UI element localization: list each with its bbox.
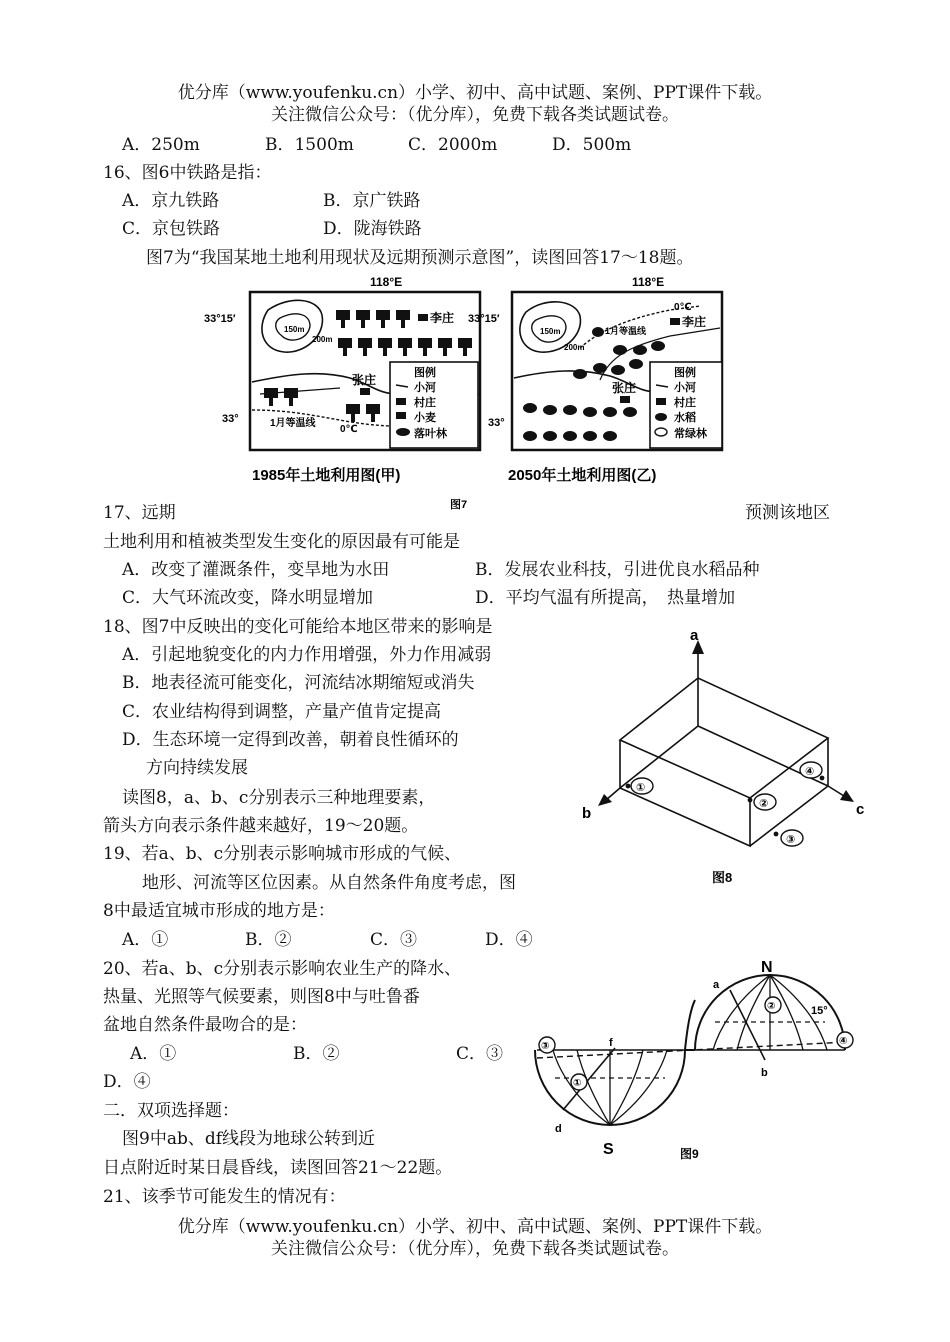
fig7-left-contour-label: 200m	[312, 335, 333, 344]
fig7-left-caption: 1985年土地利用图(甲)	[252, 467, 401, 484]
fig7-left-legend-wheat-symbol	[396, 412, 406, 419]
fig8-point-4-dot	[820, 776, 825, 781]
q16-stem: 16、图6中铁路是指：	[103, 163, 272, 183]
fig9-terminator-df	[563, 1048, 615, 1110]
q18-option-c: C．农业结构得到调整，产量产值肯定提高	[122, 702, 442, 722]
fig7-right-village-lizhuang	[670, 318, 680, 325]
fig8-axis-a-label: a	[690, 628, 699, 644]
fig9-connect-curve	[685, 1000, 695, 1050]
fig7-left-village-zhangzhuang	[360, 388, 370, 395]
q20-option-d: D．④	[103, 1072, 151, 1092]
fig8-intro-2: 箭头方向表示条件越来越好，19～20题。	[103, 816, 419, 836]
fig9-label: 图9	[680, 1147, 699, 1161]
q16-option-b: B．京广铁路	[323, 191, 421, 211]
fig7-left-legend-village-symbol	[396, 398, 406, 405]
fig8-point-3-dot	[774, 832, 779, 837]
fig7-left-lat-bottom: 33°	[222, 413, 239, 425]
fig7-right-legend-rice: 水稻	[674, 412, 696, 424]
fig7-right-isotherm-label: 1月等温线	[605, 326, 647, 336]
fig7-left-lat-top: 33°15′	[204, 313, 236, 325]
fig8-axis-c-arrow	[840, 790, 854, 802]
footer-line-1: 优分库（www.youfenku.cn）小学、初中、高中试题、案例、PPT课件下载。	[177, 1217, 773, 1237]
fig8-point-1-dot	[626, 784, 631, 789]
q17-option-c: C．大气环流改变，降水明显增加	[122, 588, 374, 608]
fig8-point-2: ②	[759, 798, 769, 810]
fig8-point-3: ③	[786, 834, 796, 846]
fig8-point-2-dot	[748, 798, 753, 803]
fig7-right-lat-bottom: 33°	[488, 417, 505, 429]
q16-option-a: A．京九铁路	[122, 191, 220, 211]
q19-option-d: D．④	[485, 930, 533, 950]
q20-option-c: C．③	[456, 1044, 504, 1064]
q18-stem: 18、图7中反映出的变化可能给本地区带来的影响是	[103, 617, 493, 637]
q21-stem: 21、该季节可能发生的情况有：	[103, 1187, 346, 1207]
fig7-left-village-2: 张庄	[352, 373, 377, 387]
fig7-right-caption: 2050年土地利用图(乙)	[508, 467, 657, 484]
q16-option-d: D．陇海铁路	[323, 219, 422, 239]
q17-stem-line2: 土地利用和植被类型发生变化的原因最有可能是	[103, 532, 460, 552]
fig7-left-isotherm-value: 0℃	[340, 424, 358, 435]
q15-option-d: D．500m	[552, 135, 632, 155]
fig8-point-1: ①	[636, 782, 646, 794]
figure-9	[525, 960, 860, 1165]
q19-stem-2: 地形、河流等区位因素。从自然条件角度考虑，图	[142, 873, 516, 893]
fig7-map-2050	[468, 275, 722, 484]
fig7-right-village-1: 李庄	[682, 315, 707, 329]
section-2-title: 二．双项选择题：	[103, 1101, 239, 1121]
fig7-right-hill: 150m	[540, 327, 561, 336]
q19-option-c: C．③	[370, 930, 418, 950]
q19-stem-3: 8中最适宜城市形成的地方是：	[103, 901, 335, 921]
fig7-left-isotherm-label: 1月等温线	[270, 418, 316, 429]
fig7-left-legend-river: 小河	[414, 382, 436, 394]
fig8-intro-1: 读图8，a、b、c分别表示三种地理要素，	[122, 788, 436, 808]
fig9-label-b: b	[761, 1067, 768, 1079]
fig7-left-legend-wheat: 小麦	[414, 412, 436, 424]
fig7-right-legend-evergreen: 常绿林	[674, 428, 707, 440]
fig9-label-a: a	[713, 979, 720, 991]
fig9-label-d: d	[555, 1123, 562, 1135]
q17-option-b: B．发展农业科技，引进优良水稻品种	[475, 560, 760, 580]
q18-option-b: B．地表径流可能变化，河流结冰期缩短或消失	[122, 673, 475, 693]
footer-line-2: 关注微信公众号：（优分库），免费下载各类试题试卷。	[271, 1239, 679, 1259]
fig9-label-f: f	[609, 1037, 613, 1049]
q19-option-b: B．②	[245, 930, 292, 950]
q17-option-a: A．改变了灌溉条件，变旱地为水田	[122, 560, 390, 580]
fig9-label-N: N	[761, 960, 773, 976]
fig8-label: 图8	[712, 870, 733, 885]
fig7-left-legend-forest: 落叶林	[414, 428, 447, 440]
q18-option-d: D．生态环境一定得到改善，朝着良性循环的	[122, 730, 459, 750]
q17-stem-right: 预测该地区	[745, 503, 830, 523]
fig7-label: 图7	[450, 499, 468, 510]
fig9-point-1: ①	[573, 1078, 582, 1089]
fig7-left-legend-title: 图例	[414, 367, 436, 379]
fig7-right-legend-rice-symbol	[655, 413, 667, 421]
header-line-2: 关注微信公众号：（优分库），免费下载各类试题试卷。	[271, 105, 679, 125]
fig7-intro: 图7为“我国某地土地利用现状及远期预测示意图”，读图回答17～18题。	[146, 248, 694, 268]
q15-option-a: A．250m	[122, 135, 200, 155]
fig9-point-4: ④	[839, 1036, 848, 1047]
q18-option-d-cont: 方向持续发展	[146, 758, 248, 778]
fig9-intro-2: 日点附近时某日晨昏线，读图回答21～22题。	[103, 1158, 453, 1178]
header-line-1: 优分库（www.youfenku.cn）小学、初中、高中试题、案例、PPT课件下载。	[177, 83, 773, 103]
fig8-box-inner	[620, 678, 828, 788]
q20-option-a: A．①	[130, 1044, 177, 1064]
fig7-right-village-zhangzhuang	[620, 396, 630, 403]
q20-option-b: B．②	[293, 1044, 340, 1064]
q16-option-c: C．京包铁路	[122, 219, 221, 239]
fig7-right-legend-village: 村庄	[674, 397, 696, 409]
fig8-axis-c-label: c	[856, 801, 865, 818]
fig9-label-deg: 15°	[811, 1005, 828, 1017]
q15-option-b: B．1500m	[265, 135, 354, 155]
fig7-map-1985	[204, 275, 480, 484]
q19-stem-1: 19、若a、b、c分别表示影响城市形成的气候、	[103, 844, 462, 864]
q18-option-a: A．引起地貌变化的内力作用增强，外力作用减弱	[122, 645, 492, 665]
fig7-right-isotherm-value: 0℃	[674, 302, 692, 313]
fig7-right-contour-label: 200m	[564, 343, 585, 352]
fig7-right-lon: 118°E	[632, 275, 665, 289]
fig7-right-lat-top: 33°15′	[468, 313, 500, 325]
fig7-right-legend-title: 图例	[674, 367, 696, 379]
q20-stem-3: 盆地自然条件最吻合的是：	[103, 1015, 307, 1035]
figure-7	[200, 270, 760, 510]
fig8-point-4: ④	[805, 766, 815, 778]
fig7-left-village-1: 李庄	[430, 311, 455, 325]
fig9-point-2: ②	[767, 1001, 776, 1012]
fig7-right-village-2: 张庄	[612, 381, 637, 395]
q17-option-d: D．平均气温有所提高， 热量增加	[475, 588, 736, 608]
q20-stem-1: 20、若a、b、c分别表示影响农业生产的降水、	[103, 959, 462, 979]
fig7-left-lon: 118°E	[370, 275, 403, 289]
fig8-axis-c-line	[828, 786, 844, 796]
fig7-left-hill: 150m	[284, 325, 305, 334]
q19-option-a: A．①	[122, 930, 169, 950]
fig7-right-legend-village-symbol	[656, 398, 666, 405]
q17-stem-left: 17、远期	[103, 503, 176, 523]
q15-option-c: C．2000m	[408, 135, 498, 155]
fig7-left-legend-forest-symbol	[396, 428, 410, 436]
fig7-right-legend-river: 小河	[674, 382, 696, 394]
q20-stem-2: 热量、光照等气候要素，则图8中与吐鲁番	[103, 987, 420, 1007]
fig7-left-legend-village: 村庄	[414, 397, 436, 409]
figure-8	[570, 628, 870, 890]
fig7-left-village-lizhuang	[418, 314, 428, 321]
fig9-point-3: ③	[541, 1041, 550, 1052]
fig8-axis-b-label: b	[582, 805, 592, 822]
fig9-intro-1: 图9中ab、df线段为地球公转到近	[122, 1129, 376, 1149]
fig9-label-S: S	[603, 1141, 614, 1158]
